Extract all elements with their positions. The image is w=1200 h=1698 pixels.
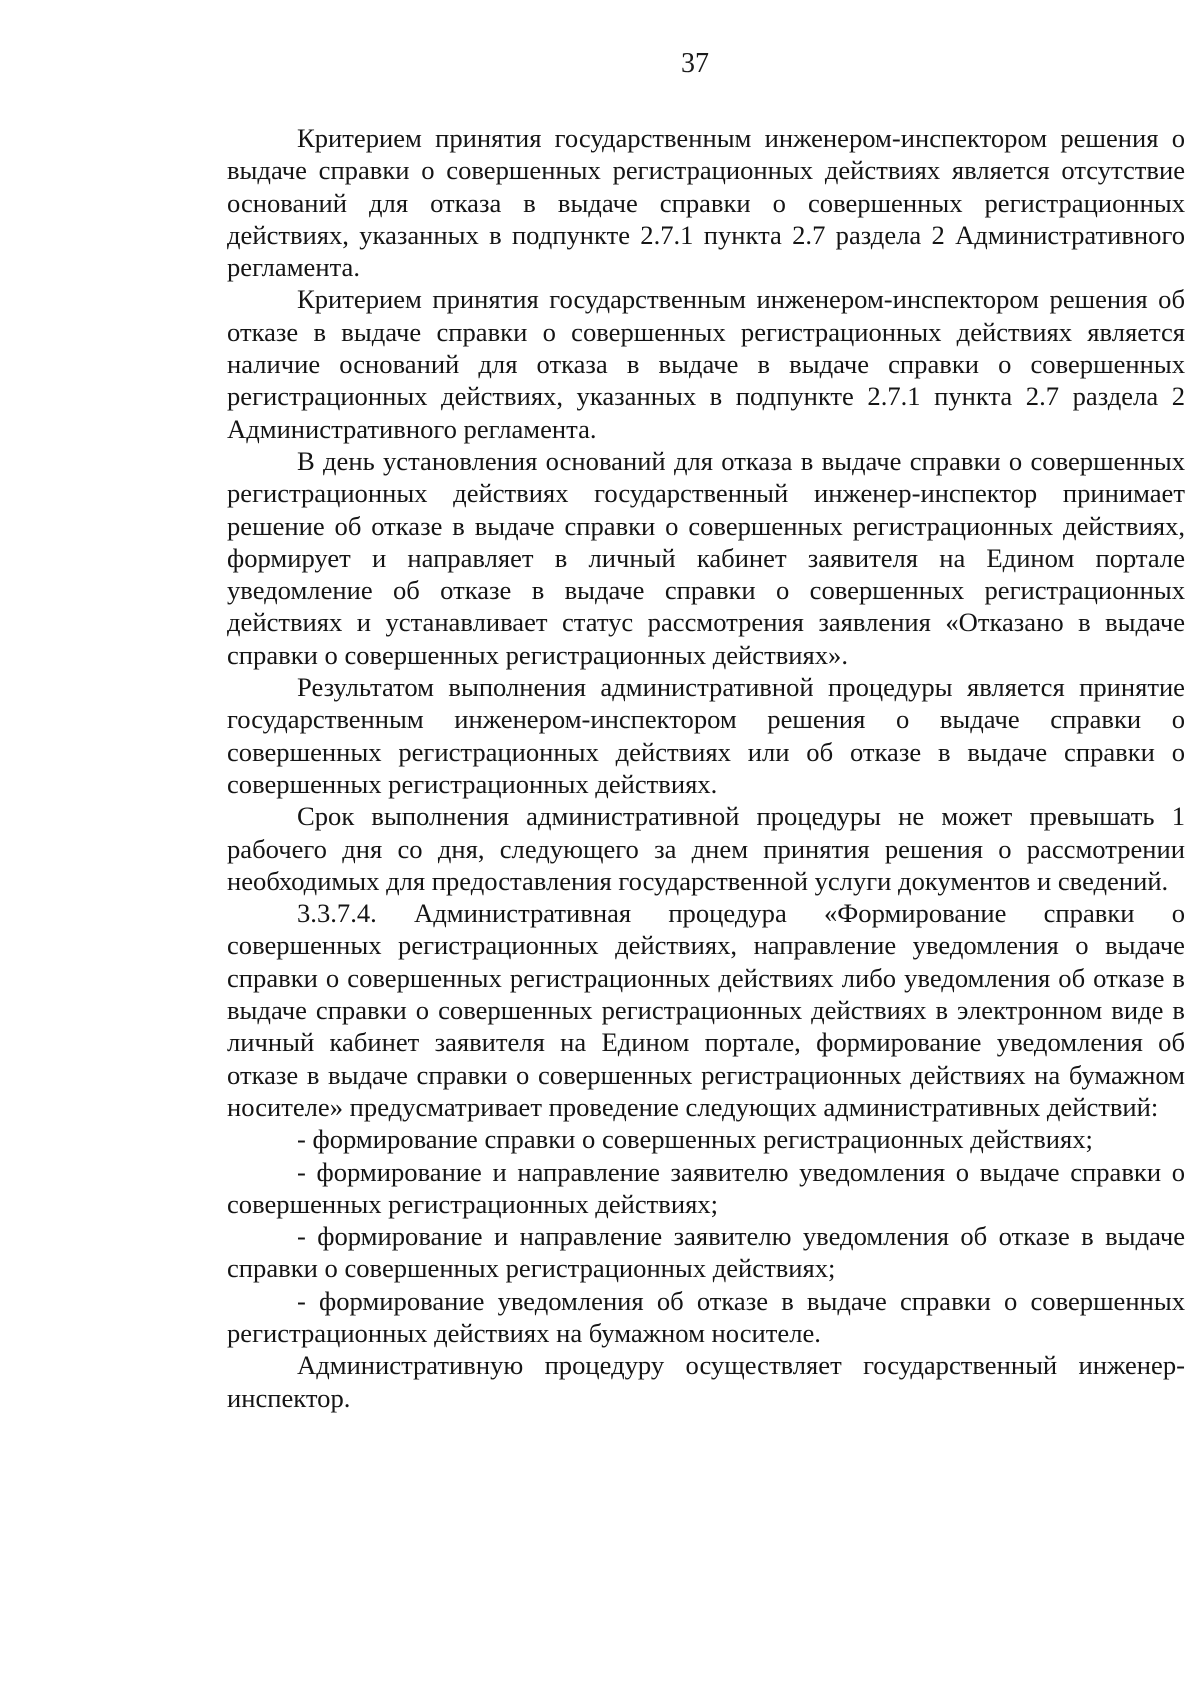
list-item-refusal-notification: - формирование и направление заявителю уведомления об отказе в выдаче справки о совершенных регистрационных действиях; [227,1221,1185,1284]
paragraph-refusal-criterion: Критерием принятия государственным инженером-инспектором решения об отказе в выдаче справки о совершенных регистрационных действиях является наличие оснований для отказа в выдаче в выдаче справки о совершенных регистрационных действиях, указанных в подпункте 2.7.1 пункта 2.7 раздела 2 Административного регламента. [227,284,1185,444]
page-number: 37 [681,48,709,79]
paragraph-refusal-day: В день установления оснований для отказа в выдаче справки о совершенных регистрационных действиях государственный инженер-инспектор принимает решение об отказе в выдаче справки о совершенных регистрационных действиях, формирует и направляет в личный кабинет заявителя на Едином портале уведомление об отказе в выдаче справки о совершенных регистрационных действиях и устанавливает статус рассмотрения заявления «Отказано в выдаче справки о совершенных регистрационных действиях». [227,445,1185,670]
list-item-issue-notification: - формирование и направление заявителю уведомления о выдаче справки о совершенных регистрационных действиях; [227,1156,1185,1219]
list-item-paper-refusal-notification: - формирование уведомления об отказе в выдаче справки о совершенных регистрационных действиях на бумажном носителе. [227,1285,1185,1348]
list-item-form-certificate: - формирование справки о совершенных регистрационных действиях; [297,1124,1093,1155]
paragraph-procedure-performer: Административную процедуру осуществляет государственный инженер-инспектор. [227,1350,1185,1413]
paragraph-procedure-result: Результатом выполнения административной процедуры является принятие государственным инженером-инспектором решения о выдаче справки о совершенных регистрационных действиях или об отказе в выдаче справки о совершенных регистрационных действиях. [227,672,1185,799]
paragraph-section-3-3-7-4: 3.3.7.4. Административная процедура «Формирование справки о совершенных регистрационных действиях, направление уведомления о выдаче справки о совершенных регистрационных действиях либо уведомления об отказе в выдаче справки о совершенных регистрационных действиях в электронном виде в личный кабинет заявителя на Едином портале, формирование уведомления об отказе в выдаче справки о совершенных регистрационных действиях на бумажном носителе» предусматривает проведение следующих административных действий: [227,898,1185,1122]
paragraph-approval-criterion: Критерием принятия государственным инженером-инспектором решения о выдаче справки о совершенных регистрационных действиях является отсутствие оснований для отказа в выдаче справки о совершенных регистрационных действиях, указанных в подпункте 2.7.1 пункта 2.7 раздела 2 Административного регламента. [227,123,1185,283]
paragraph-procedure-deadline: Срок выполнения административной процедуры не может превышать 1 рабочего дня со дня, следующего за днем принятия решения о рассмотрении необходимых для предоставления государственной услуги документов и сведений. [227,801,1185,896]
document-body [227,122,1185,1414]
